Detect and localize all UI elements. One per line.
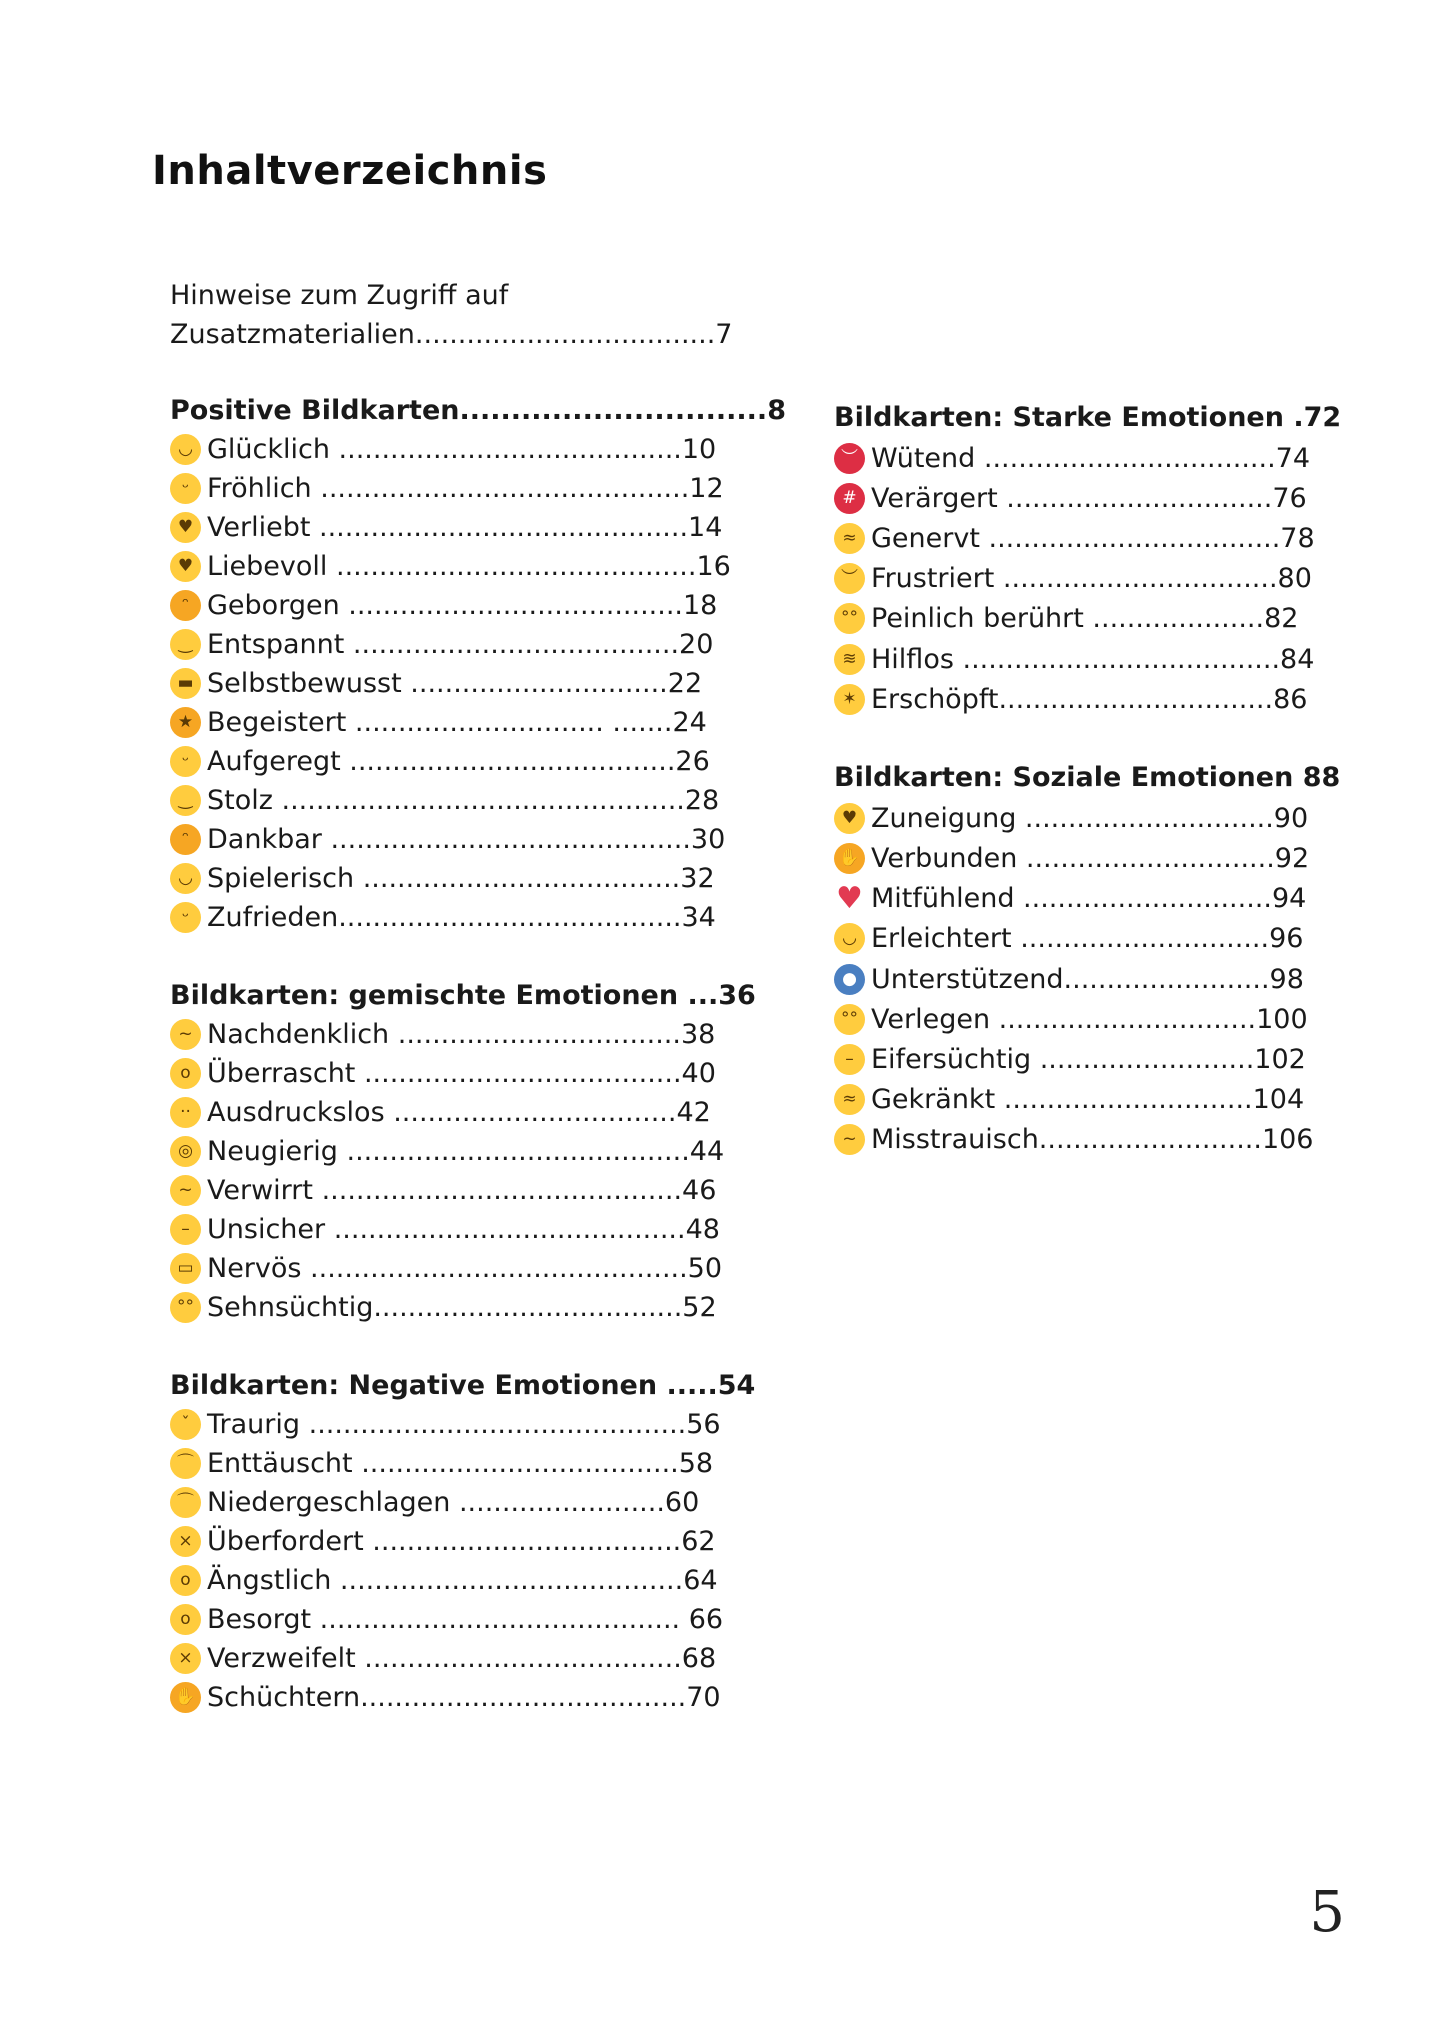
toc-entry-label: Verärgert ...............................76 <box>871 482 1307 514</box>
toc-entry-label: Hilflos .....................................84 <box>871 643 1315 675</box>
smiling-face-icon: ◡ <box>170 434 201 465</box>
toc-entry[interactable] <box>834 1080 1305 1120</box>
toc-entry-label: Überrascht .....................................40 <box>207 1058 716 1089</box>
confused-face-icon: ~ <box>170 1175 201 1206</box>
monocle-face-icon: ◎ <box>170 1136 201 1167</box>
angry-face-icon: ︶ <box>834 563 865 594</box>
unamused-face-icon: – <box>834 1044 865 1075</box>
toc-entry-label: Spielerisch .....................................32 <box>207 863 715 894</box>
toc-entry-label: Unsicher .........................................48 <box>207 1214 720 1245</box>
sunglasses-face-icon: ▬ <box>170 668 201 699</box>
toc-entry-label: Neugierig ........................................44 <box>207 1136 725 1167</box>
toc-entry[interactable] <box>170 1639 717 1678</box>
page-number: 5 <box>1309 1880 1345 1945</box>
toc-entry[interactable] <box>170 547 731 586</box>
toc-entry-label: Selbstbewusst ..............................22 <box>207 668 703 699</box>
toc-entry[interactable] <box>170 1405 721 1444</box>
toc-entry[interactable] <box>834 478 1307 518</box>
toc-entry[interactable] <box>834 839 1310 879</box>
no-mouth-face-icon: ·· <box>170 1097 201 1128</box>
toc-entry-label: Entspannt ......................................20 <box>207 629 714 660</box>
crying-face-icon: ˇ <box>170 1409 201 1440</box>
toc-entry[interactable] <box>170 859 715 898</box>
toc-entry[interactable] <box>170 1522 716 1561</box>
toc-entry[interactable] <box>170 625 714 664</box>
section-heading[interactable]: Bildkarten: Starke Emotionen .72 <box>834 402 1342 433</box>
toc-entry-label: Schüchtern......................................70 <box>207 1682 721 1713</box>
toc-entry-label: Fröhlich ...........................................12 <box>207 473 724 504</box>
toc-entry[interactable] <box>170 1249 723 1288</box>
hugging-face-icon: ᵔ <box>170 824 201 855</box>
toc-entry-label: Verliebt ...........................................14 <box>207 512 723 543</box>
anxious-face-icon: o <box>170 1565 201 1596</box>
toc-entry-label: Peinlich berührt ....................82 <box>871 603 1299 635</box>
toc-entry-label: Überfordert ....................................62 <box>207 1526 716 1557</box>
toc-entry-label: Geborgen .......................................18 <box>207 590 718 621</box>
hugging-face-icon: ᵔ <box>170 590 201 621</box>
toc-entry[interactable] <box>834 639 1315 679</box>
flushed-face-icon: °° <box>834 1004 865 1035</box>
toc-entry[interactable] <box>170 1288 717 1327</box>
toc-section <box>170 1366 756 1717</box>
toc-entry[interactable] <box>834 1120 1314 1160</box>
toc-left-column <box>170 276 786 1756</box>
toc-entry[interactable] <box>834 798 1309 838</box>
toc-entry[interactable] <box>170 1483 700 1522</box>
toc-entry[interactable] <box>834 919 1304 959</box>
toc-entry[interactable] <box>170 1132 725 1171</box>
toc-entry[interactable] <box>834 879 1307 919</box>
toc-entry-label: Sehnsüchtig....................................52 <box>207 1292 717 1323</box>
section-heading[interactable]: Bildkarten: Soziale Emotionen 88 <box>834 762 1341 794</box>
toc-entry[interactable] <box>834 999 1308 1039</box>
toc-entry[interactable] <box>170 1015 716 1054</box>
confounded-face-icon: × <box>170 1526 201 1557</box>
woozy-face-icon: ≋ <box>834 644 865 675</box>
toc-entry-label: Begeistert ............................. .......24 <box>207 707 707 738</box>
toc-entry[interactable] <box>170 1093 711 1132</box>
toc-intro[interactable] <box>170 276 733 354</box>
toc-entry-label: Dankbar ..........................................30 <box>207 824 726 855</box>
toc-entry-label: Traurig ............................................56 <box>207 1409 721 1440</box>
toc-entry-label: Verzweifelt .....................................68 <box>207 1643 717 1674</box>
toc-entry-label: Nachdenklich .................................38 <box>207 1019 716 1050</box>
smiling-face-with-hearts-icon: ♥ <box>170 551 201 582</box>
toc-entry[interactable] <box>170 1171 717 1210</box>
toc-right-column <box>834 398 1342 1199</box>
heart-eyes-icon: ♥ <box>170 512 201 543</box>
toc-entry[interactable] <box>170 742 710 781</box>
toc-entry[interactable] <box>834 959 1304 999</box>
toc-entry-label: Stolz ...............................................28 <box>207 785 720 816</box>
grimacing-face-icon: ▭ <box>170 1253 201 1284</box>
kissing-face-icon: ♥ <box>834 803 865 834</box>
persevering-face-icon: × <box>170 1643 201 1674</box>
sweat-smile-face-icon: ◡ <box>834 923 865 954</box>
toc-entry-label: Verbunden .............................92 <box>871 843 1310 875</box>
toc-entry[interactable] <box>170 1444 714 1483</box>
grinning-face-icon: ᵕ <box>170 746 201 777</box>
toc-entry[interactable] <box>834 599 1299 639</box>
toc-entry-label: Verwirrt ..........................................46 <box>207 1175 717 1206</box>
toc-entry[interactable] <box>834 679 1308 719</box>
toc-section <box>834 758 1341 1160</box>
grinning-face-icon: ᵕ <box>170 473 201 504</box>
toc-entry-label: Glücklich ........................................10 <box>207 434 717 465</box>
toc-entry-label: Gekränkt .............................104 <box>871 1084 1305 1116</box>
exploding-head-icon: ✶ <box>834 684 865 715</box>
toc-entry-label: Zufrieden........................................34 <box>207 902 716 933</box>
thinking-face-icon: ~ <box>170 1019 201 1050</box>
toc-entry[interactable] <box>170 1210 720 1249</box>
toc-entry-label: Ausdruckslos .................................42 <box>207 1097 711 1128</box>
laughing-face-icon: ◡ <box>170 863 201 894</box>
disappointed-face-icon: ⌒ <box>170 1448 201 1479</box>
relieved-face-icon: ‿ <box>170 629 201 660</box>
astonished-face-icon: o <box>170 1058 201 1089</box>
toc-entry-label: Frustriert ................................80 <box>871 563 1312 595</box>
toc-entry-label: Niedergeschlagen ........................60 <box>207 1487 700 1518</box>
toc-entry[interactable] <box>170 1054 716 1093</box>
heart-icon: ♥ <box>836 880 863 916</box>
toc-entry[interactable] <box>170 820 726 859</box>
intro-line-1: Hinweise zum Zugriff auf <box>170 280 509 311</box>
rolling-eyes-face-icon: °° <box>170 1292 201 1323</box>
toc-section <box>170 976 756 1327</box>
toc-section <box>834 398 1342 719</box>
toc-section <box>170 391 786 937</box>
handshake-icon: ✋ <box>834 843 865 874</box>
toc-entry-label: Liebevoll ..........................................16 <box>207 551 731 582</box>
toc-entry[interactable] <box>170 508 723 547</box>
toc-entry-label: Wütend ..................................74 <box>871 442 1311 474</box>
toc-entry-label: Misstrauisch..........................106 <box>871 1124 1314 1156</box>
toc-entry[interactable] <box>170 898 716 937</box>
angry-red-face-icon: ︶ <box>834 443 865 474</box>
flushed-face-icon: °° <box>834 603 865 634</box>
toc-entry[interactable] <box>834 1039 1306 1079</box>
toc-entry-label: Erschöpft................................86 <box>871 683 1308 715</box>
toc-entry[interactable] <box>170 430 717 469</box>
sweat-anxious-face-icon: o <box>170 1604 201 1635</box>
toc-entry-label: Aufgeregt ......................................26 <box>207 746 710 777</box>
hands-over-face-icon: ✋ <box>170 1682 201 1713</box>
page-title: Inhaltverzeichnis <box>152 148 548 194</box>
toc-entry-label: Ängstlich ........................................64 <box>207 1565 718 1596</box>
relieved-face-icon: ‿ <box>170 785 201 816</box>
steam-nose-face-icon: ≈ <box>834 1084 865 1115</box>
toc-entry[interactable] <box>170 1561 718 1600</box>
toc-entry-label: Unterstützend........................98 <box>871 963 1304 995</box>
section-heading[interactable]: Positive Bildkarten..............................8 <box>170 395 786 426</box>
toc-entry[interactable] <box>170 586 718 625</box>
toc-entry-label: Erleichtert .............................96 <box>871 923 1304 955</box>
intro-line-2: Zusatzmaterialien...................................7 <box>170 319 733 350</box>
section-heading[interactable]: Bildkarten: Negative Emotionen .....54 <box>170 1370 756 1401</box>
toc-entry-label: Zuneigung .............................90 <box>871 802 1309 834</box>
toc-entry[interactable] <box>170 1600 724 1639</box>
star-struck-icon: ★ <box>170 707 201 738</box>
toc-entry-label: Genervt ..................................78 <box>871 522 1315 554</box>
toc-entry[interactable] <box>170 703 707 742</box>
section-heading[interactable]: Bildkarten: gemischte Emotionen ...36 <box>170 980 756 1011</box>
pensive-face-icon: ⌒ <box>170 1487 201 1518</box>
toc-entry-label: Verlegen ..............................100 <box>871 1003 1308 1035</box>
toc-entry-label: Nervös ............................................50 <box>207 1253 723 1284</box>
thinking-face-icon: ~ <box>834 1124 865 1155</box>
toc-entry-label: Besorgt .......................................... 66 <box>207 1604 724 1635</box>
toc-entry[interactable] <box>834 559 1312 599</box>
neutral-face-icon: – <box>170 1214 201 1245</box>
yum-face-icon: ᵕ <box>170 902 201 933</box>
toc-entry-label: Mitfühlend .............................94 <box>871 883 1307 915</box>
people-hugging-icon: ● <box>834 964 865 995</box>
toc-entry-label: Enttäuscht .....................................58 <box>207 1448 714 1479</box>
toc-entry[interactable] <box>170 1678 721 1717</box>
toc-entry-label: Eifersüchtig .........................102 <box>871 1044 1306 1076</box>
toc-entry[interactable] <box>170 781 720 820</box>
toc-entry[interactable] <box>834 438 1311 478</box>
steam-nose-face-icon: ≈ <box>834 523 865 554</box>
cursing-face-icon: # <box>834 483 865 514</box>
toc-entry[interactable] <box>834 518 1315 558</box>
toc-entry[interactable] <box>170 664 703 703</box>
toc-entry[interactable] <box>170 469 724 508</box>
